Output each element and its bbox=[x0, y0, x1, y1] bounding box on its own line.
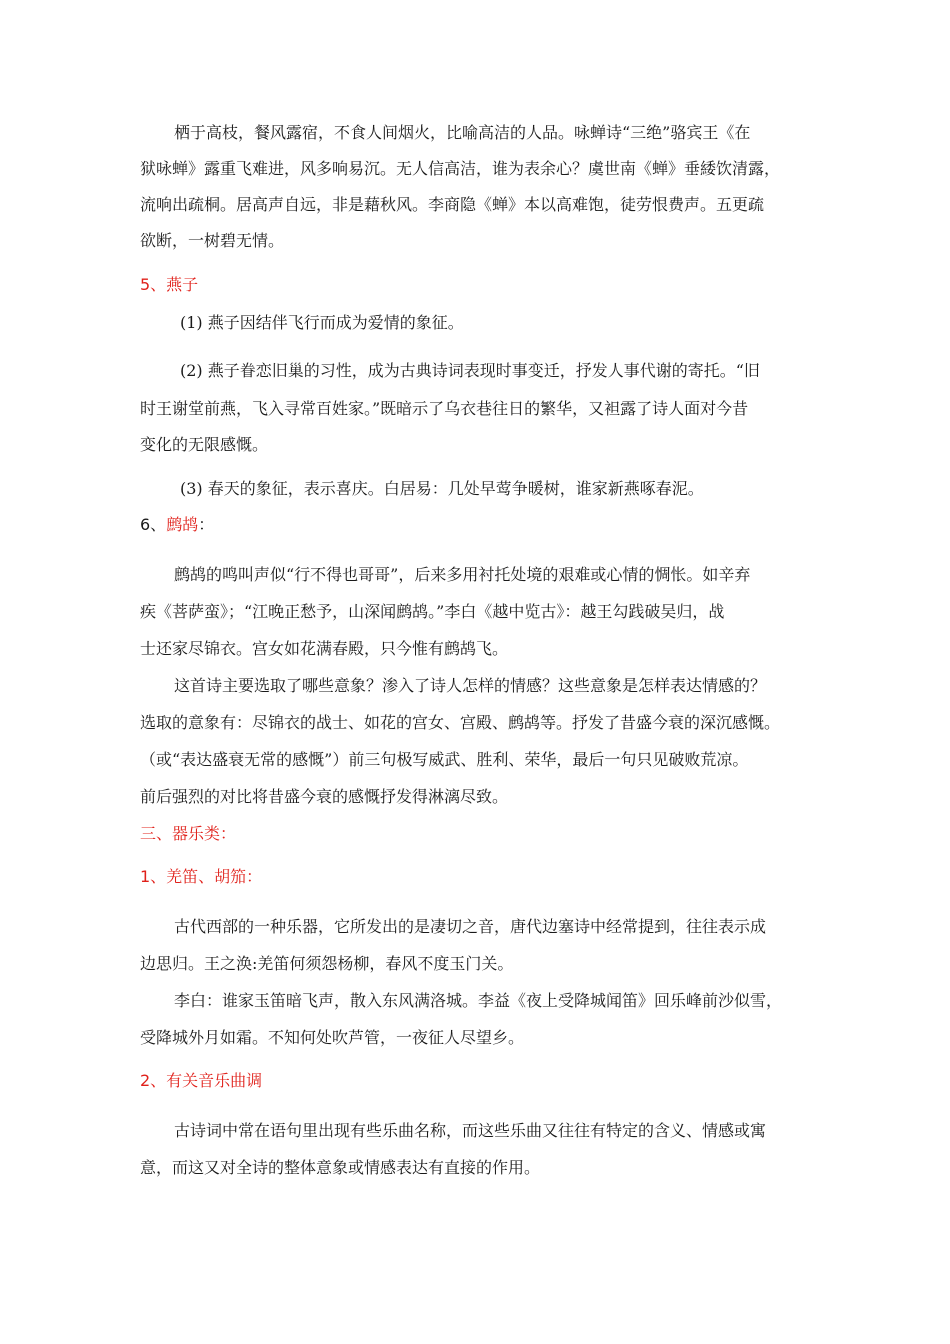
music-line-2: 意，而这又对全诗的整体意象或情感表达有直接的作用。 bbox=[140, 1158, 541, 1177]
heading-music: 2、有关音乐曲调 bbox=[140, 1071, 263, 1090]
paragraph-cicada-line-1: 栖于高枝，餐风露宿，不食人间烟火，比喻高洁的人品。咏蝉诗“三绝”骆宾王《在 bbox=[174, 123, 751, 142]
swallow-item-3: (3) 春天的象征，表示喜庆。白居易：几处早莺争暖树，谁家新燕啄春泥。 bbox=[180, 479, 704, 498]
paragraph-cicada-line-2: 狱咏蝉》露重飞难进，风多响易沉。无人信高洁，谁为表余心？虞世南《蝉》垂緌饮清露， bbox=[140, 159, 781, 178]
heading-partridge-colon: ： bbox=[198, 515, 215, 534]
swallow-item-2-line-3: 变化的无限感慨。 bbox=[140, 435, 269, 454]
heading-flute: 1、羌笛、胡笳： bbox=[140, 867, 263, 886]
paragraph-cicada-line-3: 流响出疏桐。居高声自远，非是藉秋风。李商隐《蝉》本以高难饱，徒劳恨费声。五更疏 bbox=[140, 195, 765, 214]
partridge-line-4: 这首诗主要选取了哪些意象？渗入了诗人怎样的情感？这些意象是怎样表达情感的？ bbox=[174, 676, 767, 695]
partridge-line-7: 前后强烈的对比将昔盛今衰的感慨抒发得淋漓尽致。 bbox=[140, 787, 509, 806]
partridge-line-5: 选取的意象有：尽锦衣的战士、如花的宫女、宫殿、鹧鸪等。抒发了昔盛今衰的深沉感慨。 bbox=[140, 713, 781, 732]
heading-partridge-number: 6、 bbox=[140, 515, 167, 534]
flute-line-3: 李白：谁家玉笛暗飞声，散入东风满洛城。李益《夜上受降城闻笛》回乐峰前沙似雪， bbox=[174, 991, 783, 1010]
swallow-item-1: (1) 燕子因结伴飞行而成为爱情的象征。 bbox=[180, 313, 464, 332]
partridge-line-2: 疾《菩萨蛮》；“江晚正愁予，山深闻鹧鸪。”李白《越中览古》：越王勾践破吴归，战 bbox=[140, 602, 725, 621]
flute-line-1: 古代西部的一种乐器，它所发出的是凄切之音，唐代边塞诗中经常提到，往往表示成 bbox=[174, 917, 767, 936]
flute-line-4: 受降城外月如霜。不知何处吹芦管，一夜征人尽望乡。 bbox=[140, 1028, 525, 1047]
music-line-1: 古诗词中常在语句里出现有些乐曲名称，而这些乐曲又往往有特定的含义、情感或寓 bbox=[174, 1121, 767, 1140]
swallow-item-2-line-2: 时王谢堂前燕，飞入寻常百姓家。”既暗示了乌衣巷往日的繁华，又袒露了诗人面对今昔 bbox=[140, 399, 749, 418]
flute-line-2: 边思归。王之涣:羌笛何须怨杨柳，春风不度玉门关。 bbox=[140, 954, 514, 973]
heading-partridge-name: 鹧鸪 bbox=[166, 515, 199, 534]
paragraph-cicada-line-4: 欲断，一树碧无情。 bbox=[140, 231, 285, 250]
heading-partridge bbox=[140, 514, 214, 536]
swallow-item-2-line-1: (2) 燕子眷恋旧巢的习性，成为古典诗词表现时事变迁，抒发人事代谢的寄托。“旧 bbox=[180, 361, 760, 380]
heading-instruments: 三、器乐类： bbox=[140, 824, 237, 843]
partridge-line-3: 士还家尽锦衣。宫女如花满春殿，只今惟有鹧鸪飞。 bbox=[140, 639, 509, 658]
partridge-line-6: （或“表达盛衰无常的感慨”）前三句极写威武、胜利、荣华，最后一句只见破败荒凉。 bbox=[140, 750, 749, 769]
heading-swallow: 5、燕子 bbox=[140, 275, 199, 294]
partridge-line-1: 鹧鸪的鸣叫声似“行不得也哥哥”，后来多用衬托处境的艰难或心情的惆怅。如辛弃 bbox=[174, 565, 751, 584]
